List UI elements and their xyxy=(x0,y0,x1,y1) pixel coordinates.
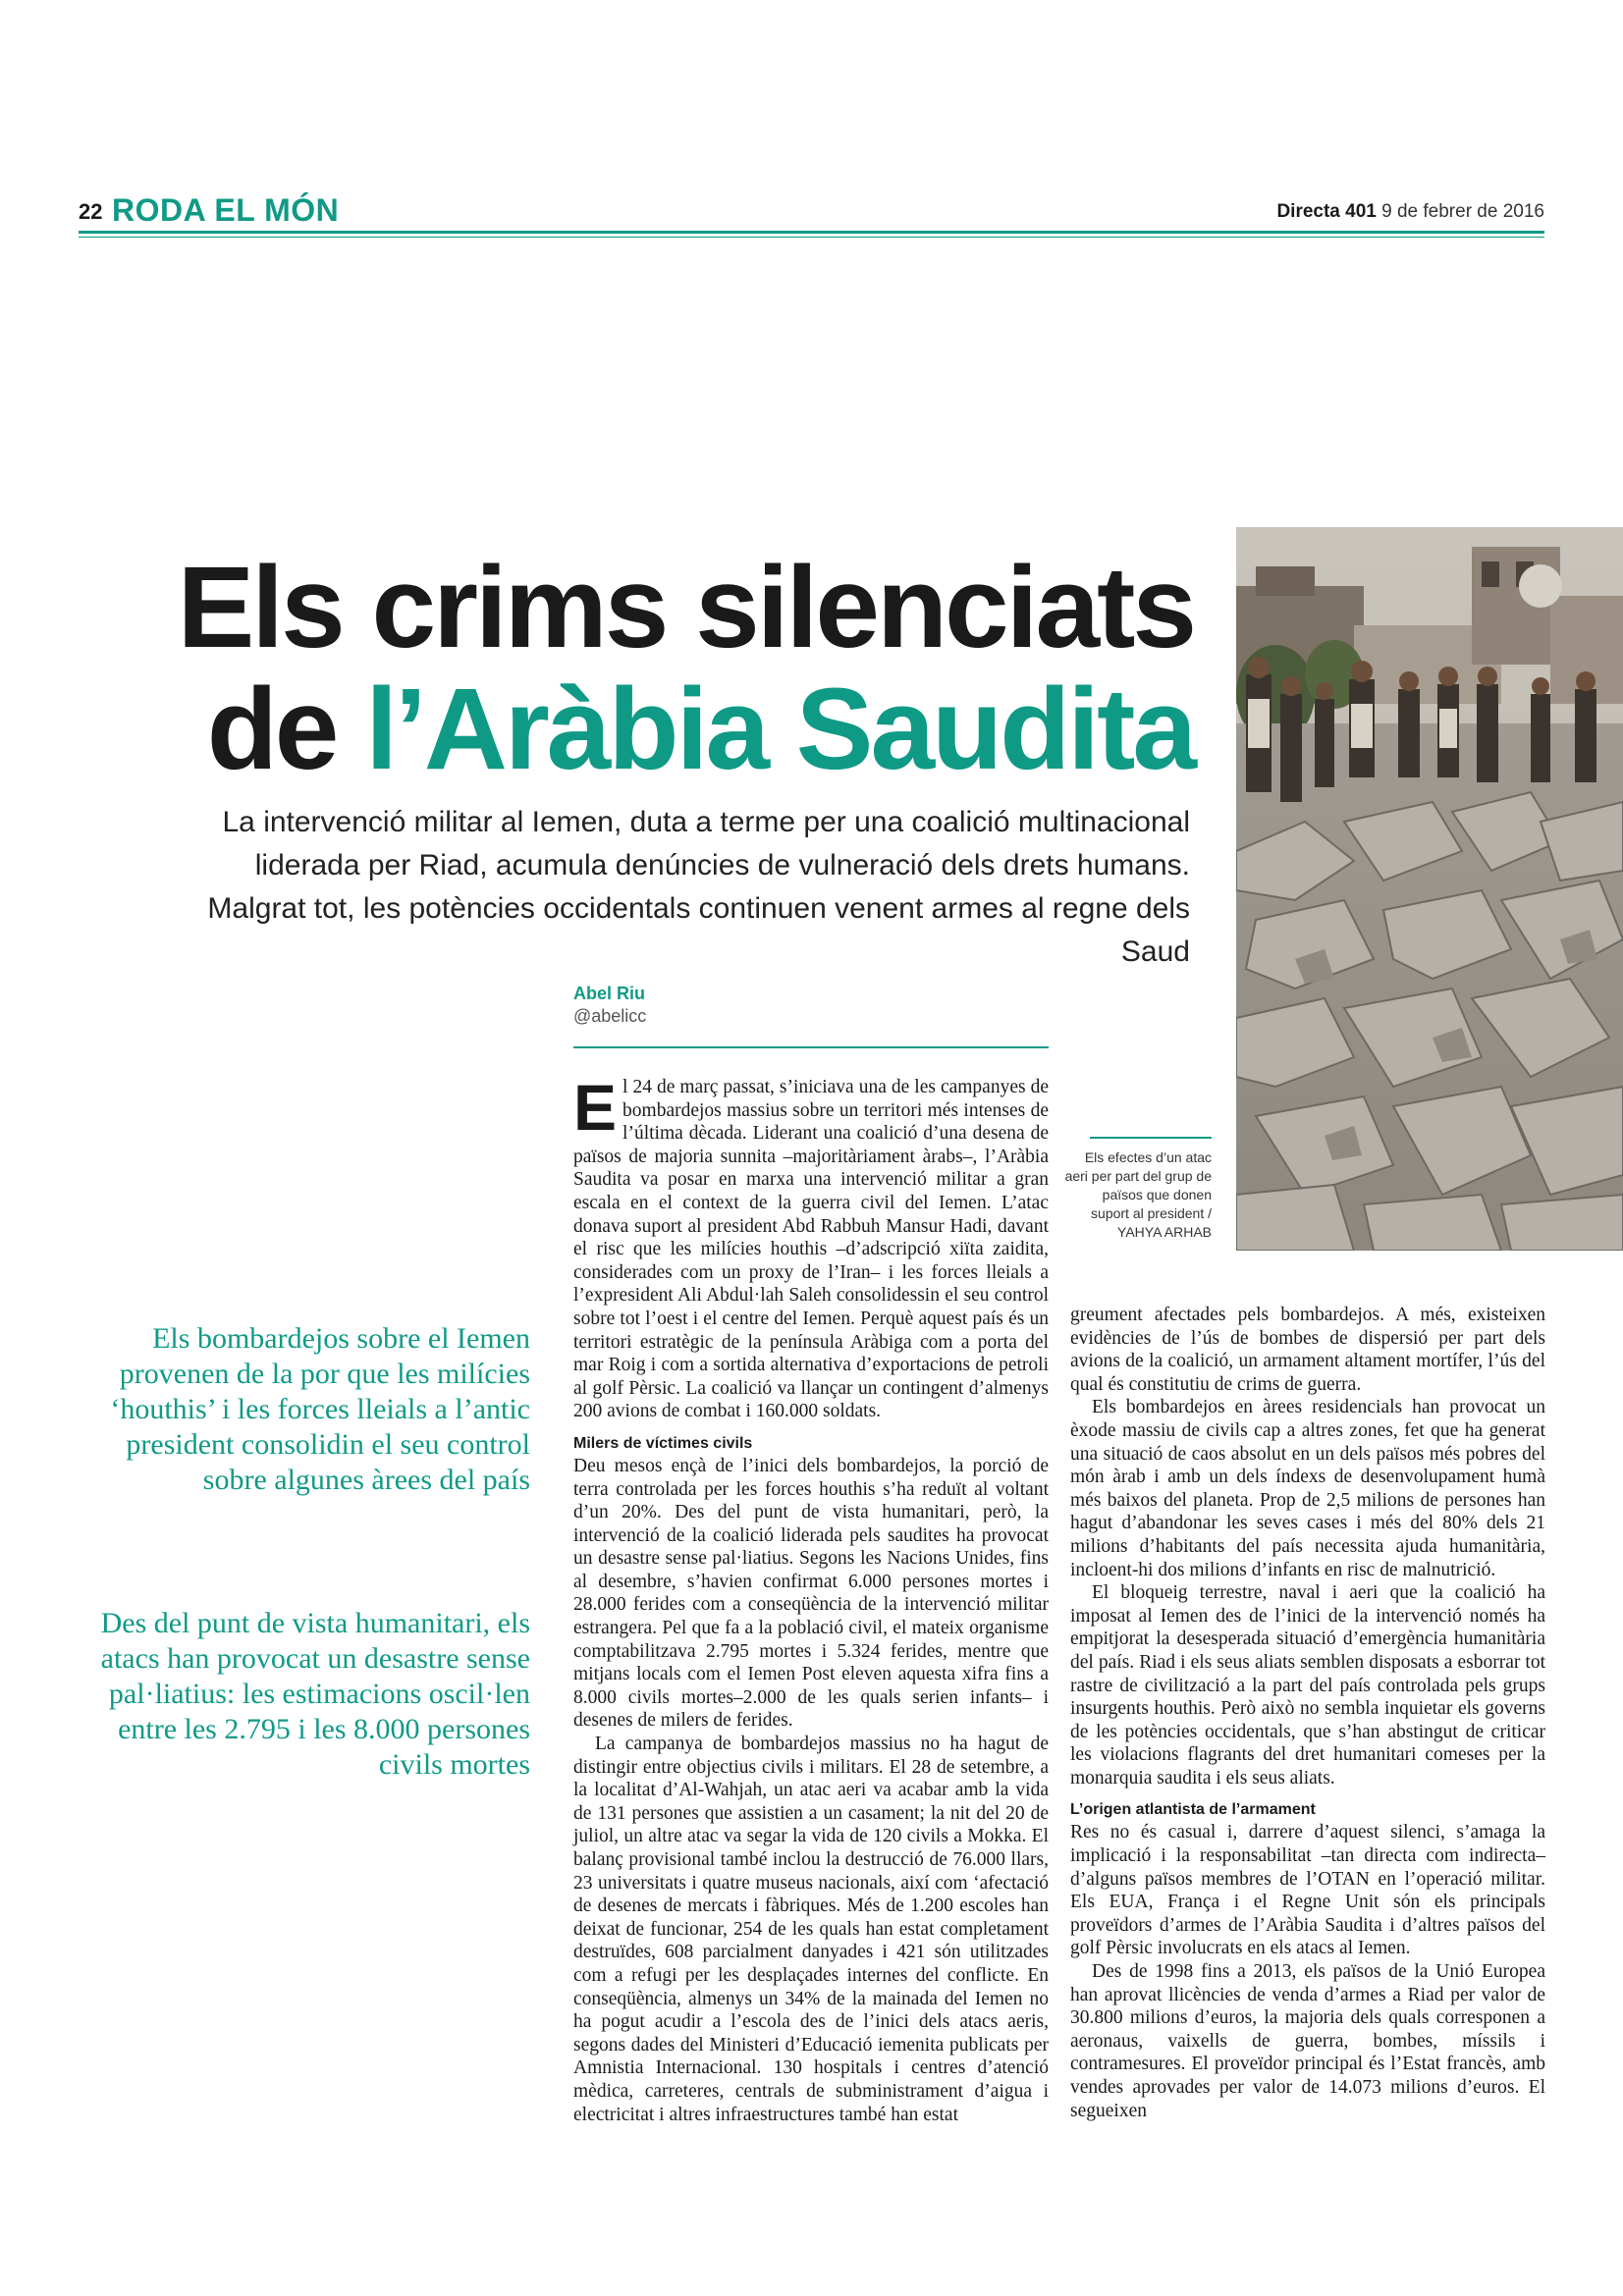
article-column-1 xyxy=(573,1071,1049,2126)
headline-line-2 xyxy=(206,665,1194,794)
article-paragraph: Res no és casual i, darrere d’aquest silenci, s’amaga la implicació i la responsabilitat –tan directa com indirecta– d’alguns països membres de l’OTAN en l’operació militar. Els EUA, França i el Regne Unit són els principals proveïdors d’armes de l’Aràbia Saudita i d’altres països del golf Pèrsic involucrats en els atacs al Iemen. xyxy=(1070,1822,1545,1959)
article-photo xyxy=(1236,527,1623,1251)
article-paragraph: El bloqueig terrestre, naval i aeri que la coalició ha imposat al Iemen des de l’inici de la intervenció només ha empitjorat la desesperada situació d’emergència humanitària del país. Riad i els seus aliats semblen disposats a esborrar tot rastre de civilització a la part del país controlada pels grups insurgents houthis. Però això no sembla inquietar els governs de les potències occidentals, que s’han abstingut de criticar les violacions flagrants del dret humanitari comeses per la monarquia saudita i els seus aliats. xyxy=(1070,1582,1545,1789)
issue-date: 9 de febrer de 2016 xyxy=(1381,201,1544,222)
article-subheading: Milers de víctimes civils xyxy=(573,1434,753,1452)
byline-rule xyxy=(573,1046,1049,1048)
header-rule-thin xyxy=(79,237,1544,238)
article-paragraph: Els bombardejos en àrees residencials han provocat un èxode massiu de civils cap a altres zones, fet que ha generat una situació de caos absolut en un dels països més pobres del món àrab i amb un dels índexs de desenvolupament humà més baixos del planeta. Prop de 2,5 milions de persones han hagut d’abandonar les seves cases i més del 80% dels 21 milions d’habitants del país necessita ajuda humanitària, incloent-hi dos milions d’infants en risc de malnutrició. xyxy=(1070,1397,1545,1580)
drop-cap: E xyxy=(573,1071,618,1144)
article-paragraph-text: l 24 de març passat, s’iniciava una de les campanyes de bombardejos massius sobre un territori més intenses de l’última dècada. Liderant una coalició d’una desena de països de majoria sunnita –majoritàriament àrabs–, l’Aràbia Saudita va posar en marxa una intervenció militar a gran escala en el context de la guerra civil del Iemen. L’atac donava suport al president Abd Rabbuh Mansur Hadi, davant el risc que les milícies houthis –d’adscripció xiïta zaidita, considerades com un proxy de l’Iran– i les forces lleials a l’expresident Ali Abdul·lah Saleh consolidessin el seu control sobre tot l’oest i el centre del Iemen. Perquè aquest país és un territori estratègic de la península Aràbiga com a porta del mar Roig i com a sortida alternativa d’exportacions de petroli al golf Pèrsic. La coalició va llançar un contingent d’almenys 200 avions de combat i 160.000 soldats. xyxy=(573,1077,1049,1422)
article-paragraph: La campanya de bombardejos massius no ha hagut de distingir entre objectius civils i militars. El 28 de setembre, a la localitat d’Al-Wahjah, un atac aeri va acabar amb la vida de 131 persones que assistien a un casament; la nit del 20 de juliol, un altre atac va segar la vida de 120 civils a Mokka. El balanç provisional també inclou la destrucció de 76.000 llars, 23 universitats i quatre museus nacionals, així com ‘afectació de desenes de mercats i fàbriques. Més de 1.200 escoles han deixat de funcionar, 254 de les quals han estat completament destruïdes, 608 parcialment danyades i 421 són utilitzades com a refugi per les desplaçades internes del conflicte. En conseqüència, almenys un 34% de la mainada del Iemen no ha pogut acudir a l’escola des de l’inici dels atacs aeris, segons dades del Ministeri d’Educació iemenita publicats per Amnistia Internacional. 130 hospitals i centres d’atenció mèdica, carreteres, centrals de subministrament d’aigua i electricitat i altres infraestructures també han estat xyxy=(573,1734,1049,2125)
author-name: Abel Riu xyxy=(573,984,646,1003)
header-rule xyxy=(79,231,1544,234)
article-paragraph: Deu mesos ençà de l’inici dels bombardejos, la porció de terra controlada per les forces houthis s’ha reduït al voltant d’un 20%. Des del punt de vista humanitari, però, la intervenció de la coalició liderada pels saudites ha provocat un desastre sense pal·liatius. Segons les Nacions Unides, fins al desembre, s’havien confirmat 6.000 persones mortes i 28.000 ferides com a conseqüència de la intervenció militar estrangera. Pel que fa a la població civil, el mateix organisme comptabilitzava 2.795 mortes i 5.324 ferides, mentre que mitjans locals com el Iemen Post eleven aquesta xifra fins a 8.000 civils mortes–2.000 de les quals serien infants– i desenes de milers de ferides. xyxy=(573,1455,1049,1732)
page-number: 22 xyxy=(79,199,103,224)
article-subheading: L’origen atlantista de l’armament xyxy=(1070,1801,1316,1819)
article-paragraph: greument afectades pels bombardejos. A més, existeixen evidències de l’ús de bombes de dispersió per part dels avions de la coalició, un armament altament mortífer, l’ús del qual és constitutiu de crims de guerra. xyxy=(1070,1305,1545,1395)
section-title: RODA EL MÓN xyxy=(112,192,340,228)
article-paragraph: Des de 1998 fins a 2013, els països de la Unió Europea han aprovat llicències de venda d’armes a Riad per valor de 30.800 milions d’euros, la majoria dels quals corresponen a aeronaus, vaixells de guerra, bombes, míssils i contramesures. El proveïdor principal és l’Estat francès, amb vendes aprovades per valor de 14.073 milions d’euros. El segueixen xyxy=(1070,1961,1545,2121)
standfirst: La intervenció militar al Iemen, duta a terme per una coalició multinacional liderada per Riad, acumula denúncies de vulneració dels drets humans. Malgrat tot, les potències occidentals continuen venent armes al regne dels Saud xyxy=(207,806,1190,968)
caption-rule xyxy=(1090,1137,1212,1139)
photo-caption: Els efectes d’un atac aeri per part del grup de països que donen suport al president / YAHYA ARHAB xyxy=(1064,1149,1212,1240)
headline-prefix: de xyxy=(206,665,366,794)
pull-quote-2: Des del punt de vista humanitari, els atacs han provocat un desastre sense pal·liatius: les estimacions oscil·len entre les 2.795 i les 8.000 persones civils mortes xyxy=(100,1607,530,1781)
headline-line-1: Els crims silenciats xyxy=(177,543,1194,672)
headline-accent: l’Aràbia Saudita xyxy=(365,665,1194,794)
issue-info xyxy=(1276,201,1544,223)
article-column-2 xyxy=(1070,1304,1545,2122)
pull-quote-1: Els bombardejos sobre el Iemen provenen de la por que les milícies ‘houthis’ i les forces lleials a l’antic president consolidin el seu control sobre algunes àrees del país xyxy=(110,1322,530,1496)
publication-name: Directa 401 xyxy=(1276,201,1377,222)
author-handle: @abelicc xyxy=(573,1006,647,1026)
article-paragraph xyxy=(573,1071,1049,1423)
